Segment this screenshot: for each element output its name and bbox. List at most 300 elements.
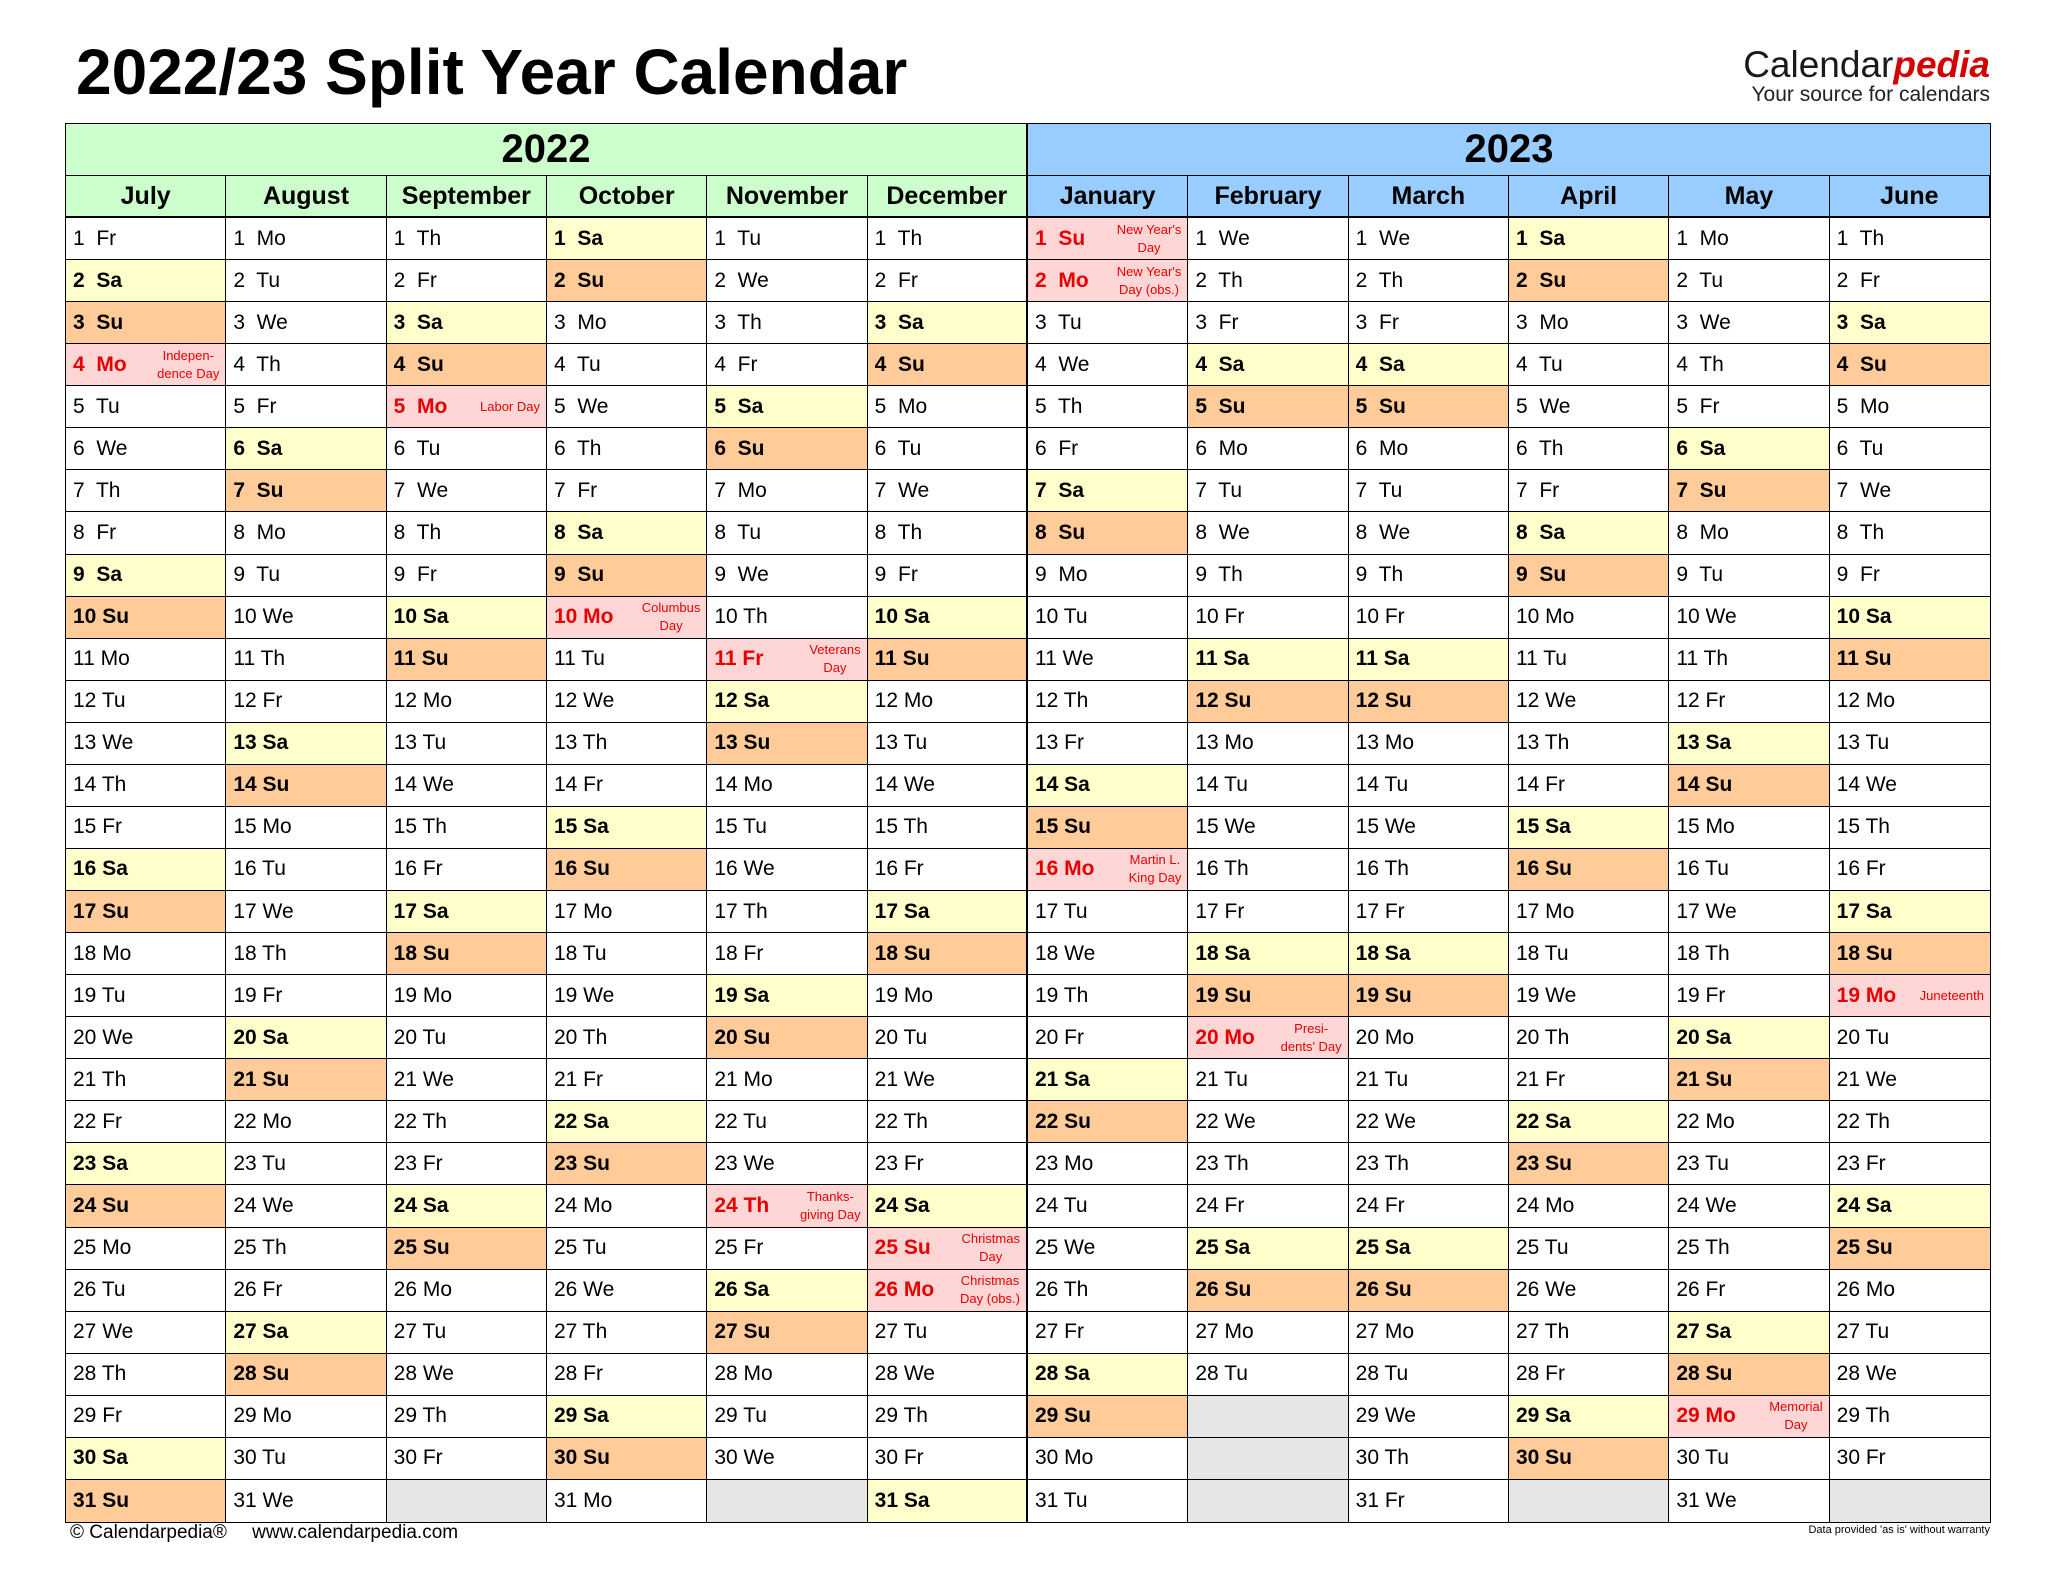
day-label: 9 Fr bbox=[874, 563, 918, 587]
day-cell bbox=[387, 933, 547, 975]
day-label: 17 We bbox=[1676, 899, 1737, 923]
day-label: 13 Tu bbox=[874, 731, 928, 755]
day-label: 4 Tu bbox=[1515, 352, 1563, 376]
day-cell bbox=[66, 1438, 226, 1480]
day-cell bbox=[1349, 1354, 1509, 1396]
day-label: 24 Sa bbox=[874, 1194, 930, 1217]
day-cell bbox=[1669, 1059, 1829, 1101]
day-label: 28 We bbox=[393, 1362, 454, 1386]
day-cell bbox=[66, 849, 226, 891]
day-cell bbox=[66, 1354, 226, 1396]
day-cell bbox=[1509, 1059, 1669, 1101]
day-label: 26 Su bbox=[1355, 1278, 1412, 1302]
day-label: 11 Th bbox=[1676, 647, 1729, 671]
day-cell bbox=[1349, 849, 1509, 891]
day-cell bbox=[868, 639, 1028, 681]
day-cell bbox=[707, 218, 867, 260]
day-label: 28 Th bbox=[73, 1362, 127, 1386]
day-cell bbox=[1188, 597, 1348, 639]
day-cell bbox=[707, 1143, 867, 1185]
calendarpedia-logo[interactable] bbox=[1743, 46, 1990, 106]
day-cell bbox=[1669, 723, 1829, 765]
day-label: 29 Mo bbox=[233, 1404, 292, 1428]
day-cell bbox=[1028, 344, 1188, 386]
day-label: 23 Tu bbox=[1676, 1151, 1729, 1175]
holiday-name: Thanks- giving Day bbox=[799, 1189, 861, 1222]
day-label: 23 Th bbox=[1355, 1151, 1409, 1175]
day-cell bbox=[547, 849, 707, 891]
day-label: 9 Fr bbox=[393, 563, 437, 587]
day-label: 11 Tu bbox=[553, 647, 605, 671]
day-label: 29 Sa bbox=[1515, 1404, 1571, 1428]
day-label: 7 We bbox=[874, 478, 930, 502]
day-label: 29 Fr bbox=[73, 1404, 123, 1428]
day-label: 19 Su bbox=[1195, 983, 1252, 1007]
day-label: 18 Fr bbox=[714, 941, 764, 965]
day-label: 8 We bbox=[1355, 520, 1411, 544]
day-label: 2 Th bbox=[1195, 268, 1243, 292]
day-label: 9 We bbox=[714, 563, 769, 587]
day-cell bbox=[387, 681, 547, 723]
day-cell bbox=[707, 1101, 867, 1143]
day-label: 2 We bbox=[714, 268, 769, 292]
day-label: 31 We bbox=[233, 1488, 294, 1512]
day-cell bbox=[1669, 1017, 1829, 1059]
day-label: 12 Su bbox=[1355, 689, 1412, 713]
day-label: 10 Th bbox=[714, 605, 768, 629]
day-cell bbox=[1028, 1396, 1188, 1438]
day-label: 19 We bbox=[553, 983, 615, 1007]
day-cell bbox=[1349, 428, 1509, 470]
day-cell bbox=[66, 344, 226, 386]
day-cell bbox=[868, 555, 1028, 597]
day-cell bbox=[1830, 933, 1990, 975]
day-cell bbox=[66, 1059, 226, 1101]
day-cell bbox=[868, 512, 1028, 554]
day-label: 22 Mo bbox=[1676, 1109, 1735, 1133]
day-label: 18 Mo bbox=[73, 941, 132, 965]
day-label: 6 We bbox=[73, 436, 128, 460]
day-label: 1 Mo bbox=[233, 226, 286, 250]
day-label: 11 Mo bbox=[73, 647, 130, 671]
day-label: 17 Tu bbox=[1034, 899, 1088, 923]
day-cell bbox=[1188, 302, 1348, 344]
day-label: 10 We bbox=[1676, 605, 1737, 629]
day-cell bbox=[66, 218, 226, 260]
day-label: 16 Fr bbox=[1836, 857, 1886, 881]
day-label: 24 Th bbox=[714, 1194, 770, 1217]
day-cell bbox=[1669, 1270, 1829, 1312]
day-label: 11 Th bbox=[233, 647, 286, 671]
day-cell bbox=[868, 1480, 1028, 1522]
day-label: 20 Tu bbox=[874, 1025, 928, 1049]
day-label: 8 Th bbox=[874, 520, 923, 544]
day-cell bbox=[868, 1017, 1028, 1059]
day-cell bbox=[387, 260, 547, 302]
logo-tagline: Your source for calendars bbox=[1751, 83, 1990, 106]
day-cell bbox=[1349, 302, 1509, 344]
page-title: 2022/23 Split Year Calendar bbox=[76, 36, 908, 108]
day-label: 7 Tu bbox=[1195, 478, 1243, 502]
day-cell bbox=[1188, 512, 1348, 554]
day-label: 9 Th bbox=[1195, 563, 1243, 587]
day-cell bbox=[1669, 639, 1829, 681]
day-cell bbox=[66, 555, 226, 597]
day-cell bbox=[707, 512, 867, 554]
day-label: 30 We bbox=[714, 1446, 775, 1470]
day-cell bbox=[547, 470, 707, 512]
day-cell bbox=[226, 1396, 386, 1438]
day-label: 30 Tu bbox=[233, 1446, 286, 1470]
day-label: 23 Fr bbox=[874, 1151, 924, 1175]
day-cell bbox=[707, 428, 867, 470]
day-cell bbox=[707, 1017, 867, 1059]
day-label: 27 Fr bbox=[1034, 1320, 1084, 1344]
day-cell bbox=[1509, 1270, 1669, 1312]
day-cell bbox=[707, 1438, 867, 1480]
day-label: 11 Tu bbox=[1515, 647, 1567, 671]
day-cell bbox=[387, 555, 547, 597]
day-cell bbox=[1509, 512, 1669, 554]
day-cell bbox=[707, 470, 867, 512]
day-label: 5 We bbox=[1515, 394, 1571, 418]
day-cell bbox=[66, 933, 226, 975]
day-cell bbox=[1188, 765, 1348, 807]
day-cell bbox=[1028, 260, 1188, 302]
day-cell bbox=[1349, 975, 1509, 1017]
day-cell bbox=[1509, 470, 1669, 512]
day-cell bbox=[1830, 555, 1990, 597]
day-label: 6 Th bbox=[553, 436, 602, 460]
day-cell bbox=[1028, 1354, 1188, 1396]
empty-day-cell bbox=[1188, 1480, 1348, 1522]
day-label: 7 Fr bbox=[1515, 478, 1560, 502]
day-cell bbox=[1349, 470, 1509, 512]
day-label: 1 Th bbox=[393, 226, 442, 250]
day-label: 23 Su bbox=[1515, 1151, 1573, 1175]
day-cell bbox=[226, 344, 386, 386]
day-label: 29 Th bbox=[393, 1404, 447, 1428]
day-label: 26 Mo bbox=[393, 1278, 453, 1302]
day-cell bbox=[1509, 386, 1669, 428]
day-label: 21 Su bbox=[1676, 1067, 1733, 1091]
day-label: 31 Mo bbox=[553, 1488, 613, 1512]
day-label: 12 Th bbox=[1034, 689, 1089, 713]
day-label: 17 Fr bbox=[1195, 899, 1245, 923]
day-label: 25 Mo bbox=[73, 1236, 132, 1260]
day-cell bbox=[1830, 1059, 1990, 1101]
day-cell bbox=[1830, 1270, 1990, 1312]
day-cell bbox=[387, 1438, 547, 1480]
day-label: 30 Fr bbox=[874, 1446, 924, 1470]
day-label: 18 Th bbox=[1676, 941, 1730, 965]
day-cell bbox=[1349, 260, 1509, 302]
day-label: 21 Fr bbox=[553, 1067, 603, 1091]
day-cell bbox=[868, 1312, 1028, 1354]
day-label: 7 Fr bbox=[553, 478, 598, 502]
day-cell bbox=[1509, 807, 1669, 849]
day-label: 3 Tu bbox=[1034, 310, 1082, 334]
day-label: 6 Fr bbox=[1034, 436, 1079, 460]
day-cell bbox=[1509, 891, 1669, 933]
day-cell bbox=[1509, 723, 1669, 765]
day-label: 13 Su bbox=[714, 731, 771, 755]
day-label: 25 Su bbox=[874, 1236, 931, 1260]
day-cell bbox=[707, 765, 867, 807]
day-cell bbox=[1669, 1143, 1829, 1185]
day-label: 19 Mo bbox=[874, 983, 934, 1007]
day-label: 12 Mo bbox=[393, 689, 453, 713]
day-cell bbox=[387, 1143, 547, 1185]
day-cell bbox=[1028, 1438, 1188, 1480]
day-cell bbox=[1028, 975, 1188, 1017]
day-cell bbox=[1830, 1228, 1990, 1270]
day-cell bbox=[66, 723, 226, 765]
day-cell bbox=[868, 1059, 1028, 1101]
day-cell bbox=[1349, 1312, 1509, 1354]
day-cell bbox=[1830, 639, 1990, 681]
day-label: 3 Fr bbox=[1195, 310, 1239, 334]
day-label: 8 Su bbox=[1034, 520, 1086, 544]
day-label: 14 Mo bbox=[714, 773, 773, 797]
day-label: 15 Mo bbox=[1676, 815, 1735, 839]
month-header-february: February bbox=[1188, 176, 1348, 218]
day-label: 16 Th bbox=[1355, 857, 1409, 881]
day-cell bbox=[387, 1270, 547, 1312]
day-cell bbox=[1830, 1185, 1990, 1227]
day-label: 20 Mo bbox=[1355, 1025, 1415, 1049]
day-label: 24 We bbox=[233, 1194, 294, 1217]
day-label: 13 Th bbox=[553, 731, 608, 755]
day-label: 4 Th bbox=[1676, 352, 1724, 376]
footer-copyright: © Calendarpedia® bbox=[70, 1522, 227, 1543]
day-label: 3 Sa bbox=[874, 310, 924, 334]
day-label: 16 Su bbox=[1515, 857, 1573, 881]
day-cell bbox=[707, 260, 867, 302]
day-cell bbox=[547, 1480, 707, 1522]
day-cell bbox=[868, 807, 1028, 849]
day-label: 19 Fr bbox=[1676, 983, 1726, 1007]
day-cell bbox=[547, 1312, 707, 1354]
day-label: 15 Fr bbox=[73, 815, 123, 839]
day-label: 23 Th bbox=[1195, 1151, 1249, 1175]
day-label: 30 Fr bbox=[393, 1446, 443, 1470]
day-label: 27 Su bbox=[714, 1320, 771, 1344]
day-cell bbox=[226, 1143, 386, 1185]
day-cell bbox=[66, 975, 226, 1017]
day-cell bbox=[707, 1228, 867, 1270]
day-cell bbox=[387, 1185, 547, 1227]
day-label: 23 Su bbox=[553, 1151, 611, 1175]
day-label: 12 We bbox=[553, 689, 615, 713]
day-cell bbox=[1830, 975, 1990, 1017]
day-cell bbox=[1669, 260, 1829, 302]
day-cell bbox=[868, 386, 1028, 428]
day-cell bbox=[1028, 1101, 1188, 1143]
day-cell bbox=[1349, 639, 1509, 681]
holiday-name: Columbus Day bbox=[641, 600, 701, 634]
day-cell bbox=[1509, 639, 1669, 681]
day-label: 17 Su bbox=[73, 899, 130, 923]
day-cell bbox=[1349, 723, 1509, 765]
day-cell bbox=[1188, 1143, 1348, 1185]
day-label: 24 Mo bbox=[553, 1194, 613, 1217]
day-label: 6 Sa bbox=[233, 436, 283, 460]
day-label: 18 Th bbox=[233, 941, 287, 965]
day-cell bbox=[1349, 1396, 1509, 1438]
day-label: 26 Tu bbox=[73, 1278, 126, 1302]
day-label: 10 Tu bbox=[1034, 605, 1088, 629]
day-cell bbox=[1669, 470, 1829, 512]
day-label: 25 Sa bbox=[1355, 1236, 1411, 1260]
day-label: 14 Tu bbox=[1195, 773, 1248, 797]
day-cell bbox=[226, 1101, 386, 1143]
day-label: 17 Fr bbox=[1355, 899, 1405, 923]
day-cell bbox=[1188, 218, 1348, 260]
day-label: 7 Sa bbox=[1034, 478, 1085, 502]
day-cell bbox=[1028, 470, 1188, 512]
day-cell bbox=[1349, 512, 1509, 554]
day-cell bbox=[868, 1396, 1028, 1438]
day-label: 27 Sa bbox=[1676, 1320, 1732, 1344]
day-cell bbox=[387, 302, 547, 344]
day-label: 21 Su bbox=[233, 1067, 290, 1091]
day-cell bbox=[547, 723, 707, 765]
day-label: 2 Fr bbox=[1836, 268, 1880, 292]
day-cell bbox=[387, 1396, 547, 1438]
day-label: 4 Sa bbox=[1195, 352, 1245, 376]
day-label: 17 Mo bbox=[1515, 899, 1575, 923]
day-label: 7 Su bbox=[233, 478, 284, 502]
day-label: 11 Su bbox=[1836, 647, 1892, 671]
day-label: 25 We bbox=[1034, 1236, 1096, 1260]
day-cell bbox=[1188, 428, 1348, 470]
day-label: 2 Th bbox=[1355, 268, 1404, 292]
day-label: 5 Mo bbox=[874, 394, 928, 418]
empty-day-cell bbox=[1830, 1480, 1990, 1522]
day-label: 8 Sa bbox=[1515, 520, 1566, 544]
day-cell bbox=[1669, 1354, 1829, 1396]
day-label: 7 We bbox=[393, 478, 449, 502]
day-label: 10 Su bbox=[73, 605, 130, 629]
day-label: 2 Mo bbox=[1034, 268, 1089, 292]
day-cell bbox=[1509, 1143, 1669, 1185]
day-cell bbox=[1188, 975, 1348, 1017]
day-cell bbox=[868, 218, 1028, 260]
day-cell bbox=[387, 386, 547, 428]
day-cell bbox=[1509, 1438, 1669, 1480]
day-cell bbox=[1188, 555, 1348, 597]
day-label: 29 Th bbox=[1836, 1404, 1890, 1428]
day-cell bbox=[1349, 1228, 1509, 1270]
day-label: 2 Su bbox=[1515, 268, 1567, 292]
day-cell bbox=[226, 1480, 386, 1522]
day-label: 1 Su bbox=[1034, 226, 1086, 250]
day-cell bbox=[1028, 512, 1188, 554]
day-label: 13 Sa bbox=[233, 731, 289, 755]
logo-text: Calendar bbox=[1743, 44, 1894, 85]
day-cell bbox=[66, 639, 226, 681]
day-label: 14 Th bbox=[73, 773, 127, 797]
day-cell bbox=[226, 1438, 386, 1480]
day-cell bbox=[66, 1480, 226, 1522]
day-label: 2 Fr bbox=[393, 268, 437, 292]
day-cell bbox=[387, 1312, 547, 1354]
day-label: 20 Tu bbox=[393, 1025, 447, 1049]
day-cell bbox=[1669, 849, 1829, 891]
day-label: 5 Tu bbox=[73, 394, 120, 418]
day-cell bbox=[226, 765, 386, 807]
day-cell bbox=[1028, 1143, 1188, 1185]
day-label: 27 Th bbox=[1515, 1320, 1570, 1344]
day-label: 9 Mo bbox=[1034, 563, 1088, 587]
day-label: 12 Fr bbox=[233, 689, 283, 713]
day-label: 20 We bbox=[73, 1025, 134, 1049]
day-cell bbox=[226, 849, 386, 891]
day-label: 5 Su bbox=[1195, 394, 1246, 418]
day-label: 3 Su bbox=[73, 310, 124, 334]
day-cell bbox=[66, 1312, 226, 1354]
day-cell bbox=[387, 1017, 547, 1059]
day-label: 19 Su bbox=[1355, 983, 1412, 1007]
day-label: 27 Th bbox=[553, 1320, 608, 1344]
holiday-name: Martin L. King Day bbox=[1128, 852, 1182, 886]
day-label: 15 Tu bbox=[714, 815, 767, 839]
day-label: 29 Tu bbox=[714, 1404, 767, 1428]
day-cell bbox=[1669, 428, 1829, 470]
day-label: 1 Mo bbox=[1676, 226, 1729, 250]
day-cell bbox=[547, 807, 707, 849]
day-label: 14 We bbox=[1836, 773, 1897, 797]
day-label: 16 Tu bbox=[233, 857, 286, 881]
day-cell bbox=[547, 1017, 707, 1059]
day-label: 28 Tu bbox=[1195, 1362, 1248, 1386]
day-label: 27 Mo bbox=[1195, 1320, 1254, 1344]
day-cell bbox=[707, 1059, 867, 1101]
day-cell bbox=[226, 386, 386, 428]
day-label: 21 We bbox=[1836, 1067, 1897, 1091]
holiday-name: Memorial Day bbox=[1769, 1399, 1823, 1433]
day-label: 22 We bbox=[1195, 1109, 1256, 1133]
day-label: 25 Tu bbox=[1515, 1236, 1569, 1260]
day-label: 23 Sa bbox=[73, 1151, 128, 1175]
day-cell bbox=[1509, 1228, 1669, 1270]
day-cell bbox=[1349, 597, 1509, 639]
day-label: 20 Fr bbox=[1034, 1025, 1084, 1049]
day-cell bbox=[1349, 807, 1509, 849]
day-cell bbox=[707, 681, 867, 723]
day-cell bbox=[547, 975, 707, 1017]
day-cell bbox=[1830, 260, 1990, 302]
day-label: 13 Mo bbox=[1195, 731, 1254, 755]
day-cell bbox=[547, 1438, 707, 1480]
day-cell bbox=[1188, 933, 1348, 975]
day-cell bbox=[707, 639, 867, 681]
day-label: 21 Tu bbox=[1195, 1067, 1248, 1091]
day-label: 13 Sa bbox=[1676, 731, 1732, 755]
day-cell bbox=[1669, 765, 1829, 807]
day-cell bbox=[707, 344, 867, 386]
day-label: 3 We bbox=[1676, 310, 1731, 334]
day-cell bbox=[707, 849, 867, 891]
day-cell bbox=[868, 470, 1028, 512]
day-label: 1 Fr bbox=[73, 226, 117, 250]
day-label: 28 We bbox=[1836, 1362, 1897, 1386]
day-cell bbox=[1669, 1312, 1829, 1354]
day-cell bbox=[1669, 681, 1829, 723]
footer-url[interactable]: www.calendarpedia.com bbox=[252, 1522, 459, 1543]
day-cell bbox=[387, 1354, 547, 1396]
